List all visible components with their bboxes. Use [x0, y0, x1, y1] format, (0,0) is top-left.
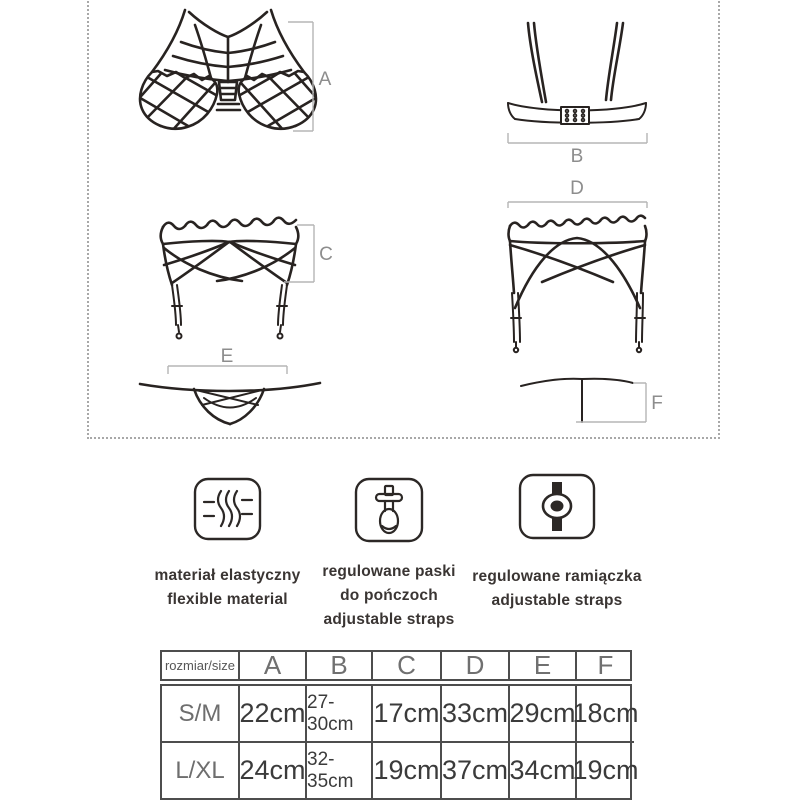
row-label-sm: S/M [178, 699, 222, 727]
feature-label [322, 560, 455, 632]
garter-strap-icon [354, 477, 424, 548]
size-cell: 32-35cm [305, 741, 371, 798]
size-cell: 29cm [508, 686, 575, 741]
size-cell: 24cm [238, 741, 305, 798]
feature-label-line: adjustable straps [491, 592, 623, 609]
elastic-material-icon [193, 477, 262, 546]
feature-label [155, 564, 301, 612]
size-cell: 33cm [440, 686, 508, 741]
size-cell: 37cm [440, 741, 508, 798]
size-cell: 27-30cm [305, 686, 371, 741]
feature-adjustable-straps [454, 473, 660, 613]
measure-label-b: B [570, 146, 584, 167]
panties-back-drawing [510, 360, 670, 435]
column-header-c: C [371, 652, 440, 679]
feature-label-line: adjustable straps [323, 611, 455, 628]
column-header-f: F [575, 652, 634, 679]
row-label-lxl: L/XL [162, 741, 238, 798]
column-header-e: E [508, 652, 575, 679]
column-header-d: D [440, 652, 508, 679]
adjustable-strap-slider-icon [518, 473, 596, 545]
size-cell: 18cm [575, 686, 634, 741]
feature-label-line: do pończoch [340, 587, 438, 604]
size-cell: 22cm [238, 686, 305, 741]
size-cell: 17cm [371, 686, 440, 741]
feature-label-line: regulowane ramiączka [472, 568, 642, 585]
size-table-header [160, 650, 632, 681]
size-cell: 19cm [371, 741, 440, 798]
bra-front-drawing [115, 5, 335, 140]
bra-band-drawing [495, 5, 660, 165]
feature-label-line: flexible material [167, 591, 288, 608]
size-cell: 34cm [508, 741, 575, 798]
panties-front-drawing [130, 345, 330, 435]
measure-label-d: D [570, 178, 584, 199]
corner-label: rozmiar/size [164, 658, 236, 673]
measure-label-e: E [220, 346, 234, 367]
feature-label-line: materiał elastyczny [154, 567, 301, 584]
measure-label-a: A [318, 69, 332, 90]
garter-back-drawing [495, 180, 660, 355]
garter-front-drawing [150, 215, 340, 350]
size-cell: 19cm [575, 741, 634, 798]
measure-label-c: C [319, 244, 333, 265]
feature-label [472, 565, 641, 613]
size-table [160, 650, 639, 800]
feature-label-line: regulowane paski [322, 563, 456, 580]
column-header-a: A [238, 652, 305, 679]
column-header-b: B [305, 652, 371, 679]
measure-label-f: F [651, 393, 663, 414]
size-table-body [160, 684, 639, 800]
